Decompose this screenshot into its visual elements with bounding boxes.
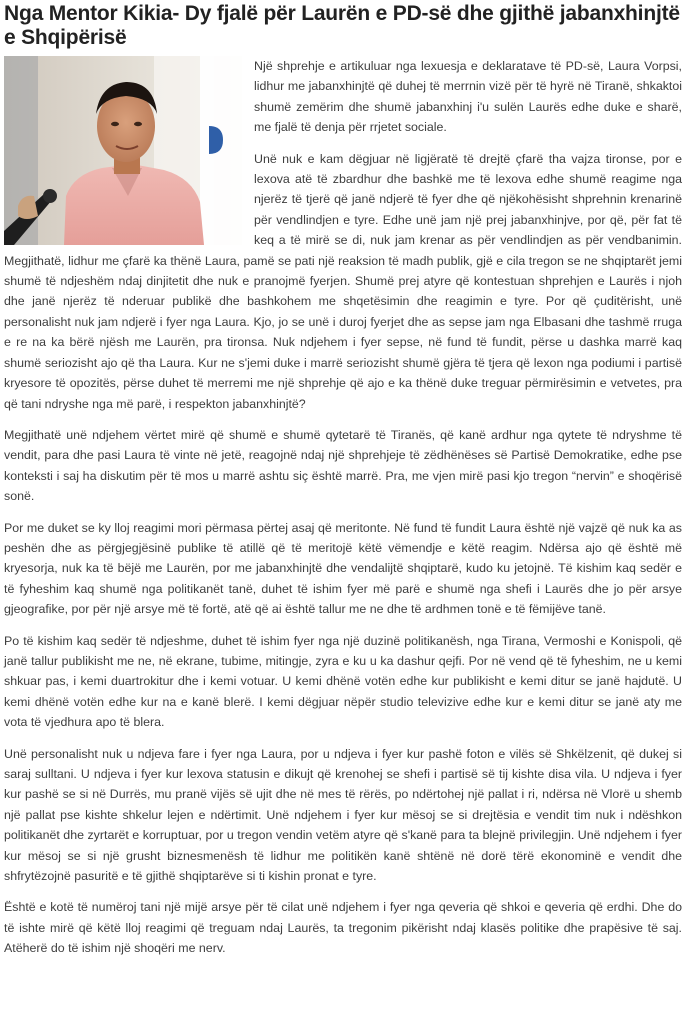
paragraph-1: Një shprehje e artikuluar nga lexuesja e deklaratave të PD-së, Laura Vorpsi, lidhur me jabanxhinjtë që duhej të merrnin vizë për të hyrë në Tiranë, shkaktoi shumë zemërim dhe shumë jabanxhinj i'u sulën Laurës edhe duke e sharë, me fjalë të denja për rrjetet sociale.	[254, 59, 682, 135]
photo-spacer	[4, 53, 242, 249]
article-title: Nga Mentor Kikia- Dy fjalë për Laurën e PD-së dhe gjithë jabanxhinjtë e Shqipërisë	[4, 2, 680, 49]
paragraph-6: Unë personalisht nuk u ndjeva fare i fyer nga Laura, por u ndjeva i fyer kur pashë foton e vilës së Shkëlzenit, që dukej si saraj sulltani. U ndjeva i fyer kur lexova statusin e dikujt që krenohej se shefi i partisë së tij kishte disa vila. U ndjeva i fyer kur pashë se si në Durrës, mu pranë vijës së ujit dhe në mes të rërës, po ndërtohej një pallat i ri, ndërsa në Vlorë u shemb një pallat pse kishte shkelur lejen e ndërtimit. Unë ndjehem i fyer kur mësoj se si drejtësia e vendit tim nuk i ndëshkon politikanët dhe zyrtarët e korruptuar, por u tregon vendin vetëm atyre që s'kanë para ta blejnë privilegjin. Unë ndjehem i fyer kur mësoj se si një grusht biznesmenësh të lidhur me politikën kanë shtënë në dorë tërë ekonominë e vendit dhe shfrytëzojnë pasuritë e të gjithë shqiptarëve si ti kishin pronat e tyre.	[4, 746, 682, 884]
paragraph-2: Unë nuk e kam dëgjuar në ligjëratë të drejtë çfarë tha vajza tironse, por e lexova atë të zbardhur dhe bashkë me të lexova edhe shumë reagime nga njerëz të tjerë që janë ndjerë të fyer dhe që njëkohësisht shprehnin krenarinë për vendlindjen e tyre. Edhe unë jam një prej jabanxhinjve, por që, për fat të keq a të mirë se di, nuk jam krenar as për vendlindjen as për vendbanimin. Megjithatë, lidhur me çfarë ka thënë Laura, pamë se pati një reaksion të madh publik, gjë e cila tregon se ne shqiptarët jemi shumë të ndjeshëm ndaj dinjitetit dhe nuk e pranojmë fyerjen. Shumë prej atyre që kontestuan shprehjen e Laurës i njoh dhe janë njerëz të nderuar publikë dhe bashkohem me shqetësimin dhe reagimin e tyre. Por që çuditërisht, unë personalisht nuk jam ndjerë i fyer nga Laura. Kjo, jo se unë i duroj fyerjet dhe as sepse jam nga Elbasani dhe tashmë rruga e re na ka bërë njësh me Laurën, pra tironsa. Nuk ndjehem i fyer sepse, në fund të fundit, përse u dashka marrë kaq shumë seriozisht ajo që tha Laura. Kur ne s'jemi duke i marrë seriozisht shumë gjëra të tjera që lexon nga podiumi i partisë kryesore të opozitës, përse duhet të merremi me një shprehje që ajo e ka thënë duke treguar përmirësimin e vetvetes, pra që tani ndryshe nga më parë, i respekton jabanxhinjtë?	[4, 151, 682, 411]
paragraph-4: Por me duket se ky lloj reagimi mori përmasa përtej asaj që meritonte. Në fund të fundit Laura është një vajzë që nuk ka as peshën dhe as përgjegjësinë publike të atillë që të meritojë këtë vëmendje e këtë reagim. Ndërsa ajo që është më kryesorja, nuk ka të bëjë me Laurën, por me jabanxhinjtë dhe vendalijtë shqiptarë, kudo ku jetojnë. Të kishim kaq sedër e të fyheshim kaq shumë nga politikanët tanë, duhet të ishim fyer më parë e shumë nga shefi i Laurës dhe jo për arsye gjeografike, por për një arsye më të fortë, atë që ai është tallur me ne dhe të ardhmen tonë e të fëmijëve tanë.	[4, 520, 682, 617]
article-body	[4, 53, 682, 970]
paragraph-5: Po të kishim kaq sedër të ndjeshme, duhet të ishim fyer nga një duzinë politikanësh, nga Tirana, Vermoshi e Konispoli, që janë tallur publikisht me ne, në ekrane, tubime, mitingje, zyra e ku u ka dashur qejfi. Por në vend që të fyheshim, ne u kemi shkuar pas, i kemi duartrokitur dhe i kemi votuar. U kemi dhënë votën edhe kur publikisht e kemi ditur se janë hajdutë. U kemi dhënë votën edhe kur na e kanë blerë. I kemi dëgjuar nëpër studio televizive edhe kur e kemi ditur se janë aty me vota të vjedhura apo të blera.	[4, 633, 682, 730]
paragraph-3: Megjithatë unë ndjehem vërtet mirë që shumë e shumë qytetarë të Tiranës, që kanë ardhur nga qytete të ndryshme të vendit, para dhe pasi Laura të vinte në jetë, reagojnë ndaj një shprehjeje të zëdhënëses së Partisë Demokratike, edhe pse konteksti i saj ha diskutim për të mos u marrë ashtu siç është marrë. Pra, me vjen mirë pasi kjo tregon “nervin” e shoqërisë sonë.	[4, 427, 682, 504]
paragraph-7: Është e kotë të numëroj tani një mijë arsye për të cilat unë ndjehem i fyer nga qeveria që shkoi e qeveria që erdhi. Dhe do të ishte mirë që këtë lloj reagimi që treguam ndaj Laurës, ta tregonim pikërisht ndaj klasës politike dhe prapësive të saj. Atëherë do të ishim një shoqëri me nerv.	[4, 900, 682, 956]
